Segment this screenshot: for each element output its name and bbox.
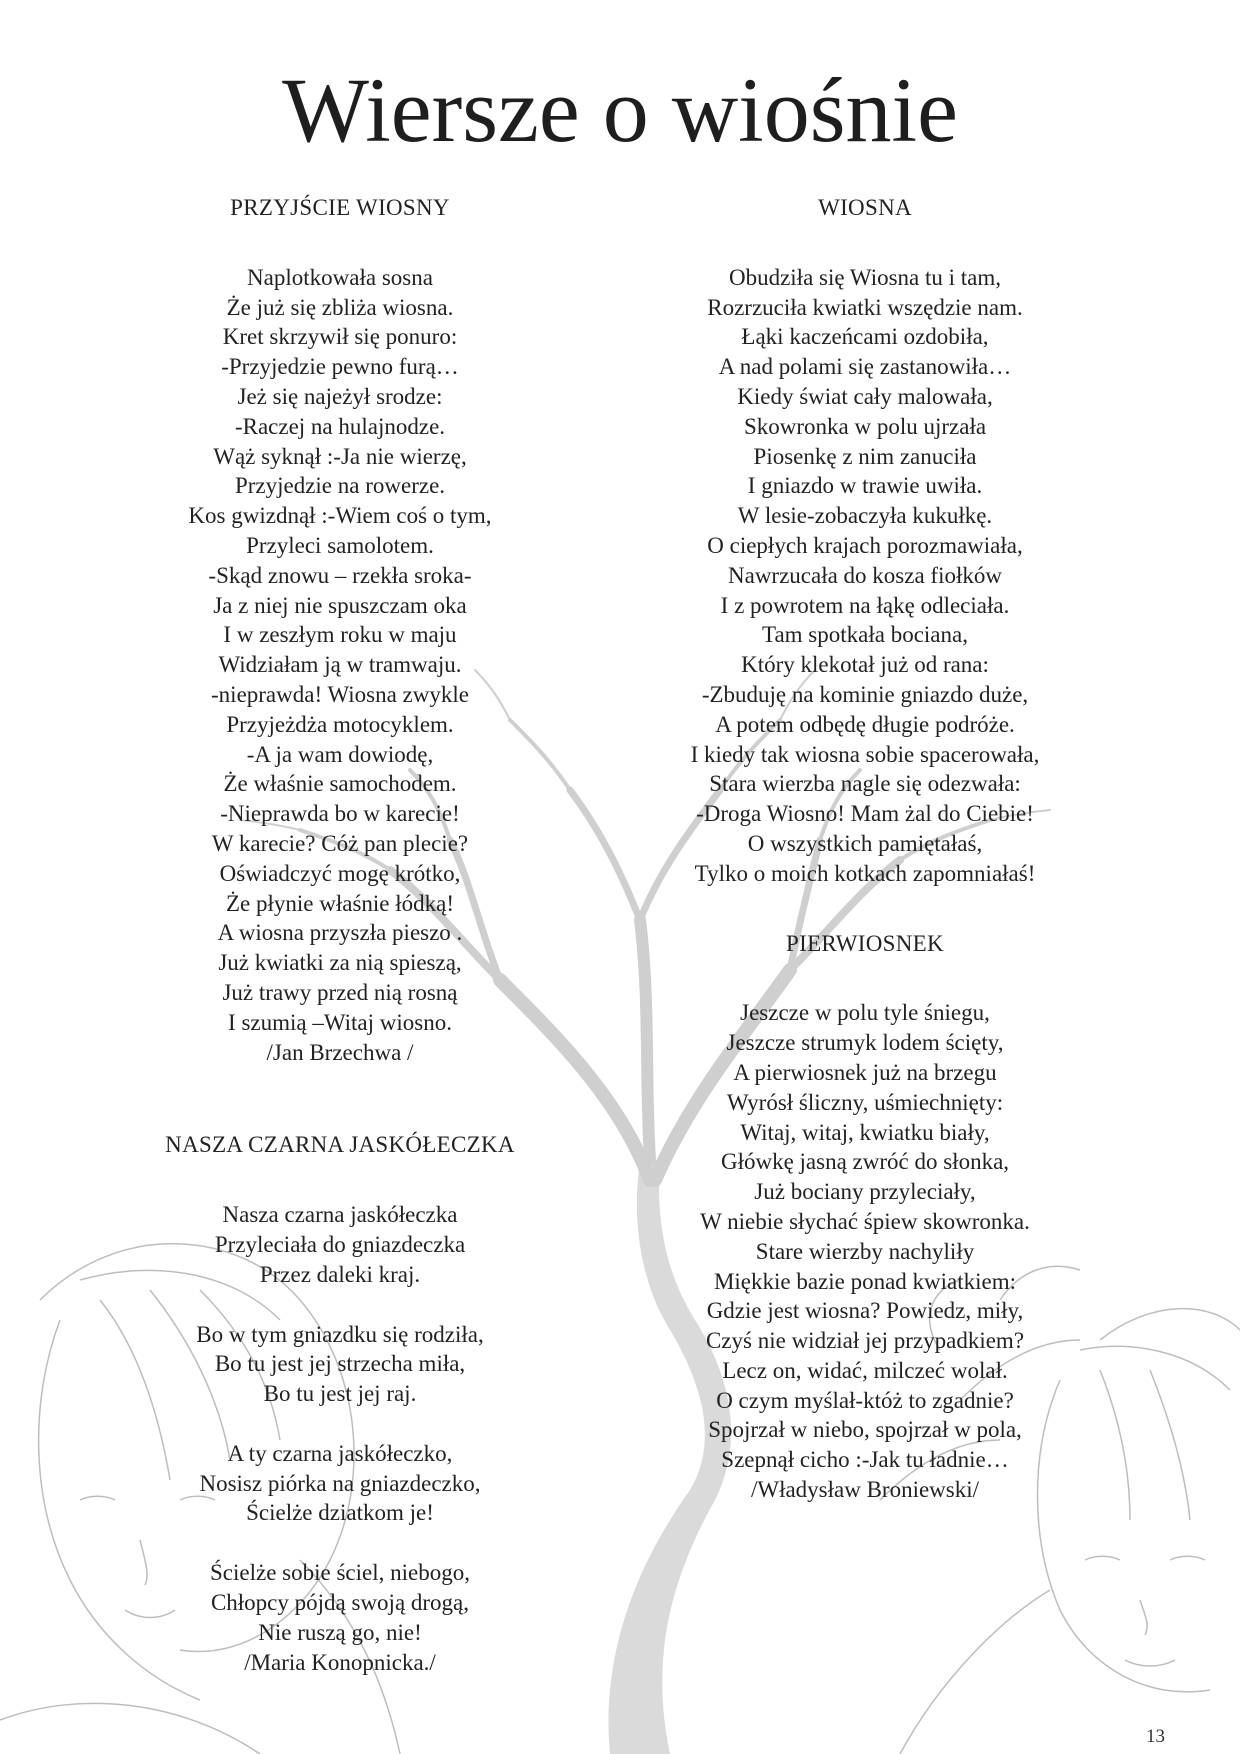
stanza — [615, 998, 1115, 1505]
poem-title: PIERWIOSNEK — [786, 930, 944, 956]
poem-line: Nasza czarna jaskółeczka — [222, 1202, 458, 1228]
poem-line: I szumią –Witaj wiosno. — [228, 1009, 452, 1035]
poem-line: -Przyjedzie pewno furą… — [221, 354, 459, 380]
poem-line: A wiosna przyszła pieszo . — [217, 920, 463, 946]
poem-line: Wąż syknął :-Ja nie wierzę, — [213, 443, 467, 469]
poem-line: Przyjeżdża motocyklem. — [226, 711, 454, 737]
poem-line: Ścielże sobie ściel, niebogo, — [210, 1560, 470, 1586]
poem-line: -Nieprawda bo w karecie! — [220, 801, 460, 827]
poem-line: O wszystkich pamiętałaś, — [747, 830, 983, 856]
poem-line: Już trawy przed nią rosną — [222, 979, 458, 1005]
poem-line: Stara wierzba nagle się odezwała: — [709, 771, 1021, 797]
poem-line: Miękkie bazie ponad kwiatkiem: — [713, 1268, 1017, 1294]
poem-line: Przez daleki kraj. — [259, 1261, 421, 1287]
poem-line: Jeż się najeżył srodze: — [237, 383, 443, 409]
poem-line: Szepnął cicho :-Jak tu ładnie… — [721, 1447, 1009, 1473]
poem-line: Naplotkowała sosna — [247, 264, 433, 290]
poem-line: Gdzie jest wiosna? Powiedz, miły, — [706, 1298, 1024, 1324]
poem-line: Kret skrzywił się ponuro: — [222, 324, 458, 350]
poem-line: Bo w tym gniazdku się rodziła, — [196, 1321, 484, 1347]
page-number: 13 — [1146, 1726, 1165, 1747]
poem-line: W niebie słychać śpiew skowronka. — [700, 1208, 1030, 1234]
stanza — [615, 263, 1115, 889]
poem-line: Chłopcy pójdą swoją drogą, — [210, 1590, 470, 1616]
poem-line: Jeszcze w polu tyle śniegu, — [740, 1000, 990, 1026]
poem-line: A nad polami się zastanowiła… — [718, 354, 1012, 380]
poem-line: Kos gwizdnął :-Wiem coś o tym, — [188, 503, 492, 529]
poem-line: Tam spotkała bociana, — [762, 622, 968, 648]
poem-line: Przyleci samolotem. — [246, 532, 434, 558]
poem-line: Spojrzał w niebo, spojrzał w pola, — [708, 1417, 1022, 1443]
poem-line: Witaj, witaj, kwiatku biały, — [740, 1119, 990, 1145]
poem-line: -A ja wam dowiodę, — [246, 741, 434, 767]
poem-line: Przyjedzie na rowerze. — [234, 473, 446, 499]
poem-line: A potem odbędę długie podróże. — [715, 711, 1015, 737]
poem-line: Wyrósł śliczny, uśmiechnięty: — [726, 1089, 1004, 1115]
poem-line: Że już się zbliża wiosna. — [226, 294, 454, 320]
poem-nasza-czarna-jaskoleczka — [90, 1130, 590, 1677]
poem-line: I z powrotem na łąkę odleciała. — [720, 592, 1010, 618]
poem-line: Skowronka w polu ujrzała — [743, 413, 987, 439]
stanza — [90, 263, 590, 1068]
poem-line: Jeszcze strumyk lodem ścięty, — [726, 1030, 1004, 1056]
poem-line: /Władysław Broniewski/ — [750, 1477, 980, 1503]
poem-line: -Raczej na hulajnodze. — [234, 413, 446, 439]
poem-line: I w zeszłym roku w maju — [223, 622, 457, 648]
poem-line: Lecz on, widać, milczeć wolał. — [722, 1357, 1008, 1383]
poem-line: Rozrzuciła kwiatki wszędzie nam. — [707, 294, 1023, 320]
left-column — [90, 193, 590, 1677]
poem-line: Kiedy świat cały malowała, — [737, 383, 993, 409]
poem-line: -Zbuduję na kominie gniazdo duże, — [701, 681, 1029, 707]
poem-line: Stare wierzby nachyliły — [755, 1238, 975, 1264]
poem-line: Nie ruszą go, nie! — [258, 1619, 422, 1645]
poem-line: A pierwiosnek już na brzegu — [733, 1059, 997, 1085]
poem-line: Łąki kaczeńcami ozdobiła, — [741, 324, 989, 350]
poem-wiosna — [615, 193, 1115, 889]
poem-line: W karecie? Cóż pan plecie? — [211, 830, 469, 856]
poem-line: Oświadczyć mogę krótko, — [219, 860, 461, 886]
poem-line: Już kwiatki za nią spieszą, — [218, 950, 462, 976]
poem-line: I gniazdo w trawie uwiła. — [747, 473, 983, 499]
poem-line: Nawrzucała do kosza fiołków — [728, 562, 1002, 588]
poem-line: Czyś nie widział jej przypadkiem? — [705, 1328, 1025, 1354]
poem-line: Nosisz piórka na gniazdeczko, — [199, 1470, 481, 1496]
poem-line: Ja z niej nie spuszczam oka — [213, 592, 467, 618]
poem-line: Że płynie właśnie łódką! — [225, 890, 454, 916]
poem-line: O ciepłych krajach porozmawiała, — [707, 532, 1023, 558]
poem-title: NASZA CZARNA JASKÓŁECZKA — [165, 1132, 515, 1158]
poem-przyjscie-wiosny — [90, 193, 590, 1067]
stanza — [90, 1200, 590, 1289]
stanza — [90, 1320, 590, 1409]
stanza — [90, 1558, 590, 1677]
poem-line: -Droga Wiosno! Mam żal do Ciebie! — [696, 801, 1034, 827]
poem-line: O czym myślał-któż to zgadnie? — [716, 1387, 1014, 1413]
poem-line: A ty czarna jaskółeczko, — [227, 1440, 453, 1466]
poem-line: Przyleciała do gniazdeczka — [214, 1231, 466, 1257]
poem-line: Który klekotał już od rana: — [741, 652, 989, 678]
poem-title: PRZYJŚCIE WIOSNY — [230, 195, 450, 220]
poem-line: I kiedy tak wiosna sobie spacerowała, — [690, 741, 1040, 767]
poem-line: Tylko o moich kotkach zapomniałaś! — [694, 860, 1036, 886]
poem-line: W lesie-zobaczyła kukułkę. — [737, 503, 993, 529]
poem-line: /Maria Konopnicka./ — [244, 1649, 436, 1675]
poem-line: Bo tu jest jej strzecha miła, — [214, 1351, 466, 1377]
stanza — [90, 1439, 590, 1528]
poem-line: -Skąd znowu – rzekła sroka- — [208, 562, 472, 588]
poem-line: Już bociany przyleciały, — [754, 1179, 976, 1205]
poem-line: /Jan Brzechwa / — [266, 1039, 414, 1065]
poem-line: Bo tu jest jej raj. — [263, 1381, 417, 1407]
right-column — [615, 193, 1115, 1505]
poem-title: WIOSNA — [818, 195, 912, 220]
poem-line: Piosenkę z nim zanuciła — [753, 443, 977, 469]
poem-line: Obudziła się Wiosna tu i tam, — [728, 264, 1002, 290]
poem-line: Że właśnie samochodem. — [223, 771, 457, 797]
poem-line: Ścielże dziatkom je! — [246, 1500, 434, 1526]
poem-pierwiosnek — [615, 929, 1115, 1505]
poem-line: -nieprawda! Wiosna zwykle — [211, 681, 469, 707]
poem-line: Widziałam ją w tramwaju. — [218, 652, 462, 678]
page-title: Wiersze o wiośnie — [282, 59, 958, 161]
poem-line: Główkę jasną zwróć do słonka, — [720, 1149, 1010, 1175]
